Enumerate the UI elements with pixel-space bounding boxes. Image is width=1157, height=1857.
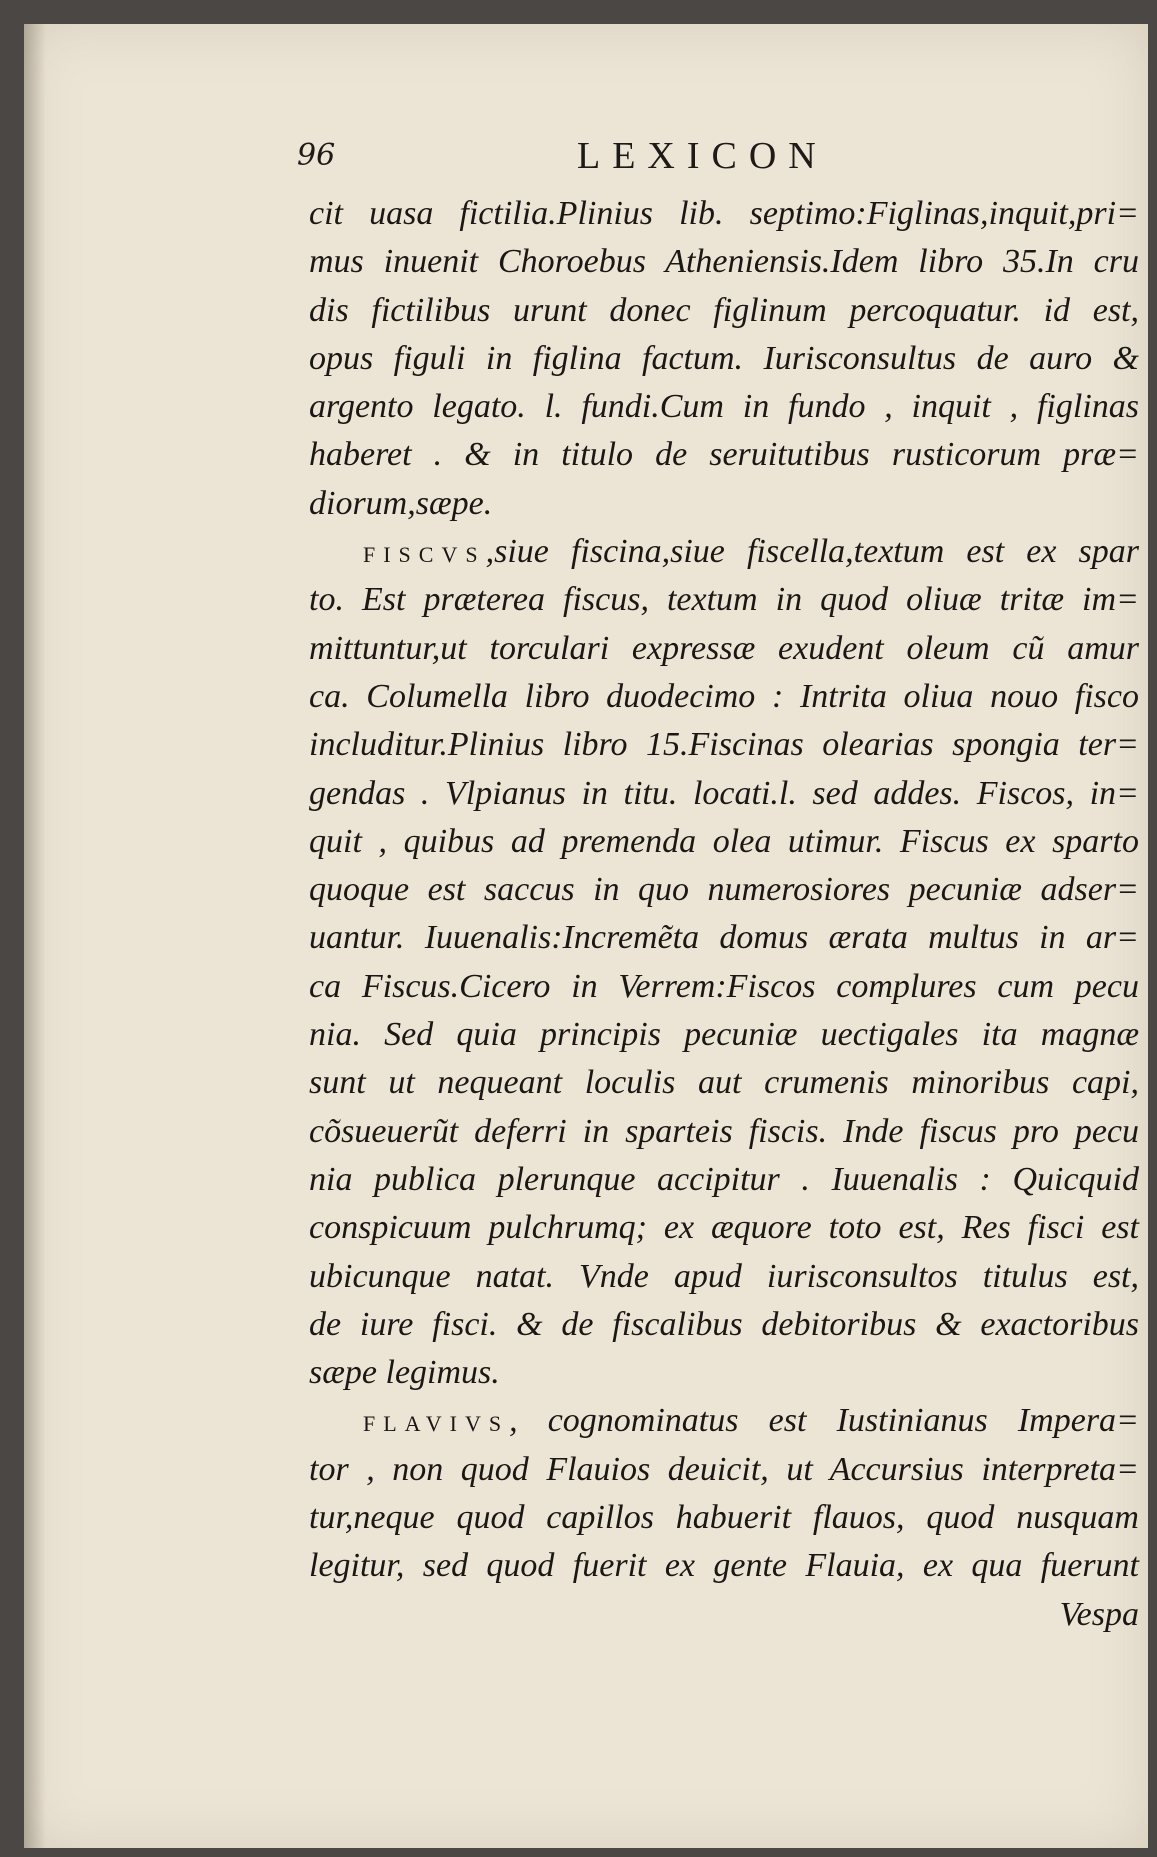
text-line: uantur. Iuuenalis:Incremẽta domus ærata multus in ar=: [309, 919, 1139, 957]
body-text: [309, 190, 1139, 1639]
entry-fiscus-first-line: [309, 528, 1139, 576]
text-line: tor , non quod Flauios deuicit, ut Accursius interpreta=: [309, 1450, 1139, 1488]
text-line: ca Fiscus.Cicero in Verrem:Fiscos complures cum pecu: [309, 967, 1139, 1005]
text-line: sæpe legimus.: [309, 1354, 500, 1392]
text-line: legitur, sed quod fuerit ex gente Flauia, ex qua fuerunt: [309, 1547, 1139, 1585]
running-title: LEXICON: [577, 135, 828, 177]
text-line: cit uasa fictilia.Plinius lib. septimo:Figlinas,inquit,pri=: [309, 195, 1139, 232]
book-page: [24, 24, 1148, 1848]
text-line: tur,neque quod capillos habuerit flauos, quod nusquam: [309, 1499, 1139, 1537]
page-gutter-shadow: [24, 24, 46, 1848]
entry-fiscus-text: ,siue fiscina,siue fiscella,textum est ex spar: [485, 533, 1139, 571]
text-line: includitur.Plinius libro 15.Fiscinas olearias spongia ter=: [309, 726, 1139, 764]
text-line: nia. Sed quia principis pecuniæ uectigales ita magnæ: [309, 1016, 1139, 1054]
text-line: to. Est præterea fiscus, textum in quod oliuæ tritæ im=: [309, 581, 1139, 619]
page-number: 96: [297, 138, 336, 173]
headword-fiscus: FISCVS: [363, 542, 486, 568]
text-line: mus inuenit Choroebus Atheniensis.Idem libro 35.In cru: [309, 243, 1139, 281]
text-line: mittuntur,ut torculari expressæ exudent oleum cũ amur: [309, 629, 1139, 667]
catchword: Vespa: [1059, 1595, 1139, 1633]
text-line: ubicunque natat. Vnde apud iurisconsultos titulus est,: [309, 1257, 1139, 1295]
text-line: diorum,sæpe.: [309, 484, 493, 522]
text-line: conspicuum pulchrumq; ex æquore toto est, Res fisci est: [309, 1209, 1139, 1247]
text-line: quit , quibus ad premenda olea utimur. Fiscus ex sparto: [309, 822, 1139, 860]
entry-flavius-first-line: [309, 1397, 1139, 1445]
entry-flavius-text: , cognominatus est Iustinianus Impera=: [509, 1402, 1139, 1440]
headword-flavius: FLAVIVS: [363, 1411, 510, 1437]
text-line: de iure fisci. & de fiscalibus debitoribus & exactoribus: [309, 1305, 1139, 1343]
running-head: [297, 134, 1157, 184]
text-line: argento legato. l. fundi.Cum in fundo , inquit , figlinas: [309, 388, 1139, 426]
text-line: opus figuli in figlina factum. Iurisconsultus de auro &: [309, 339, 1139, 377]
text-line: ca. Columella libro duodecimo : Intrita oliua nouo fisco: [309, 677, 1139, 715]
text-line: haberet . & in titulo de seruitutibus rusticorum præ=: [309, 436, 1139, 474]
text-line: sunt ut nequeant loculis aut crumenis minoribus capi,: [309, 1064, 1139, 1102]
text-line: gendas . Vlpianus in titu. locati.l. sed addes. Fiscos, in=: [309, 774, 1139, 812]
text-line: quoque est saccus in quo numerosiores pecuniæ adser=: [309, 871, 1139, 909]
text-line: nia publica plerunque accipitur . Iuuenalis : Quicquid: [309, 1160, 1139, 1198]
text-line: cõsueuerũt deferri in sparteis fiscis. Inde fiscus pro pecu: [309, 1112, 1139, 1150]
text-line: dis fictilibus urunt donec figlinum percoquatur. id est,: [309, 291, 1139, 329]
